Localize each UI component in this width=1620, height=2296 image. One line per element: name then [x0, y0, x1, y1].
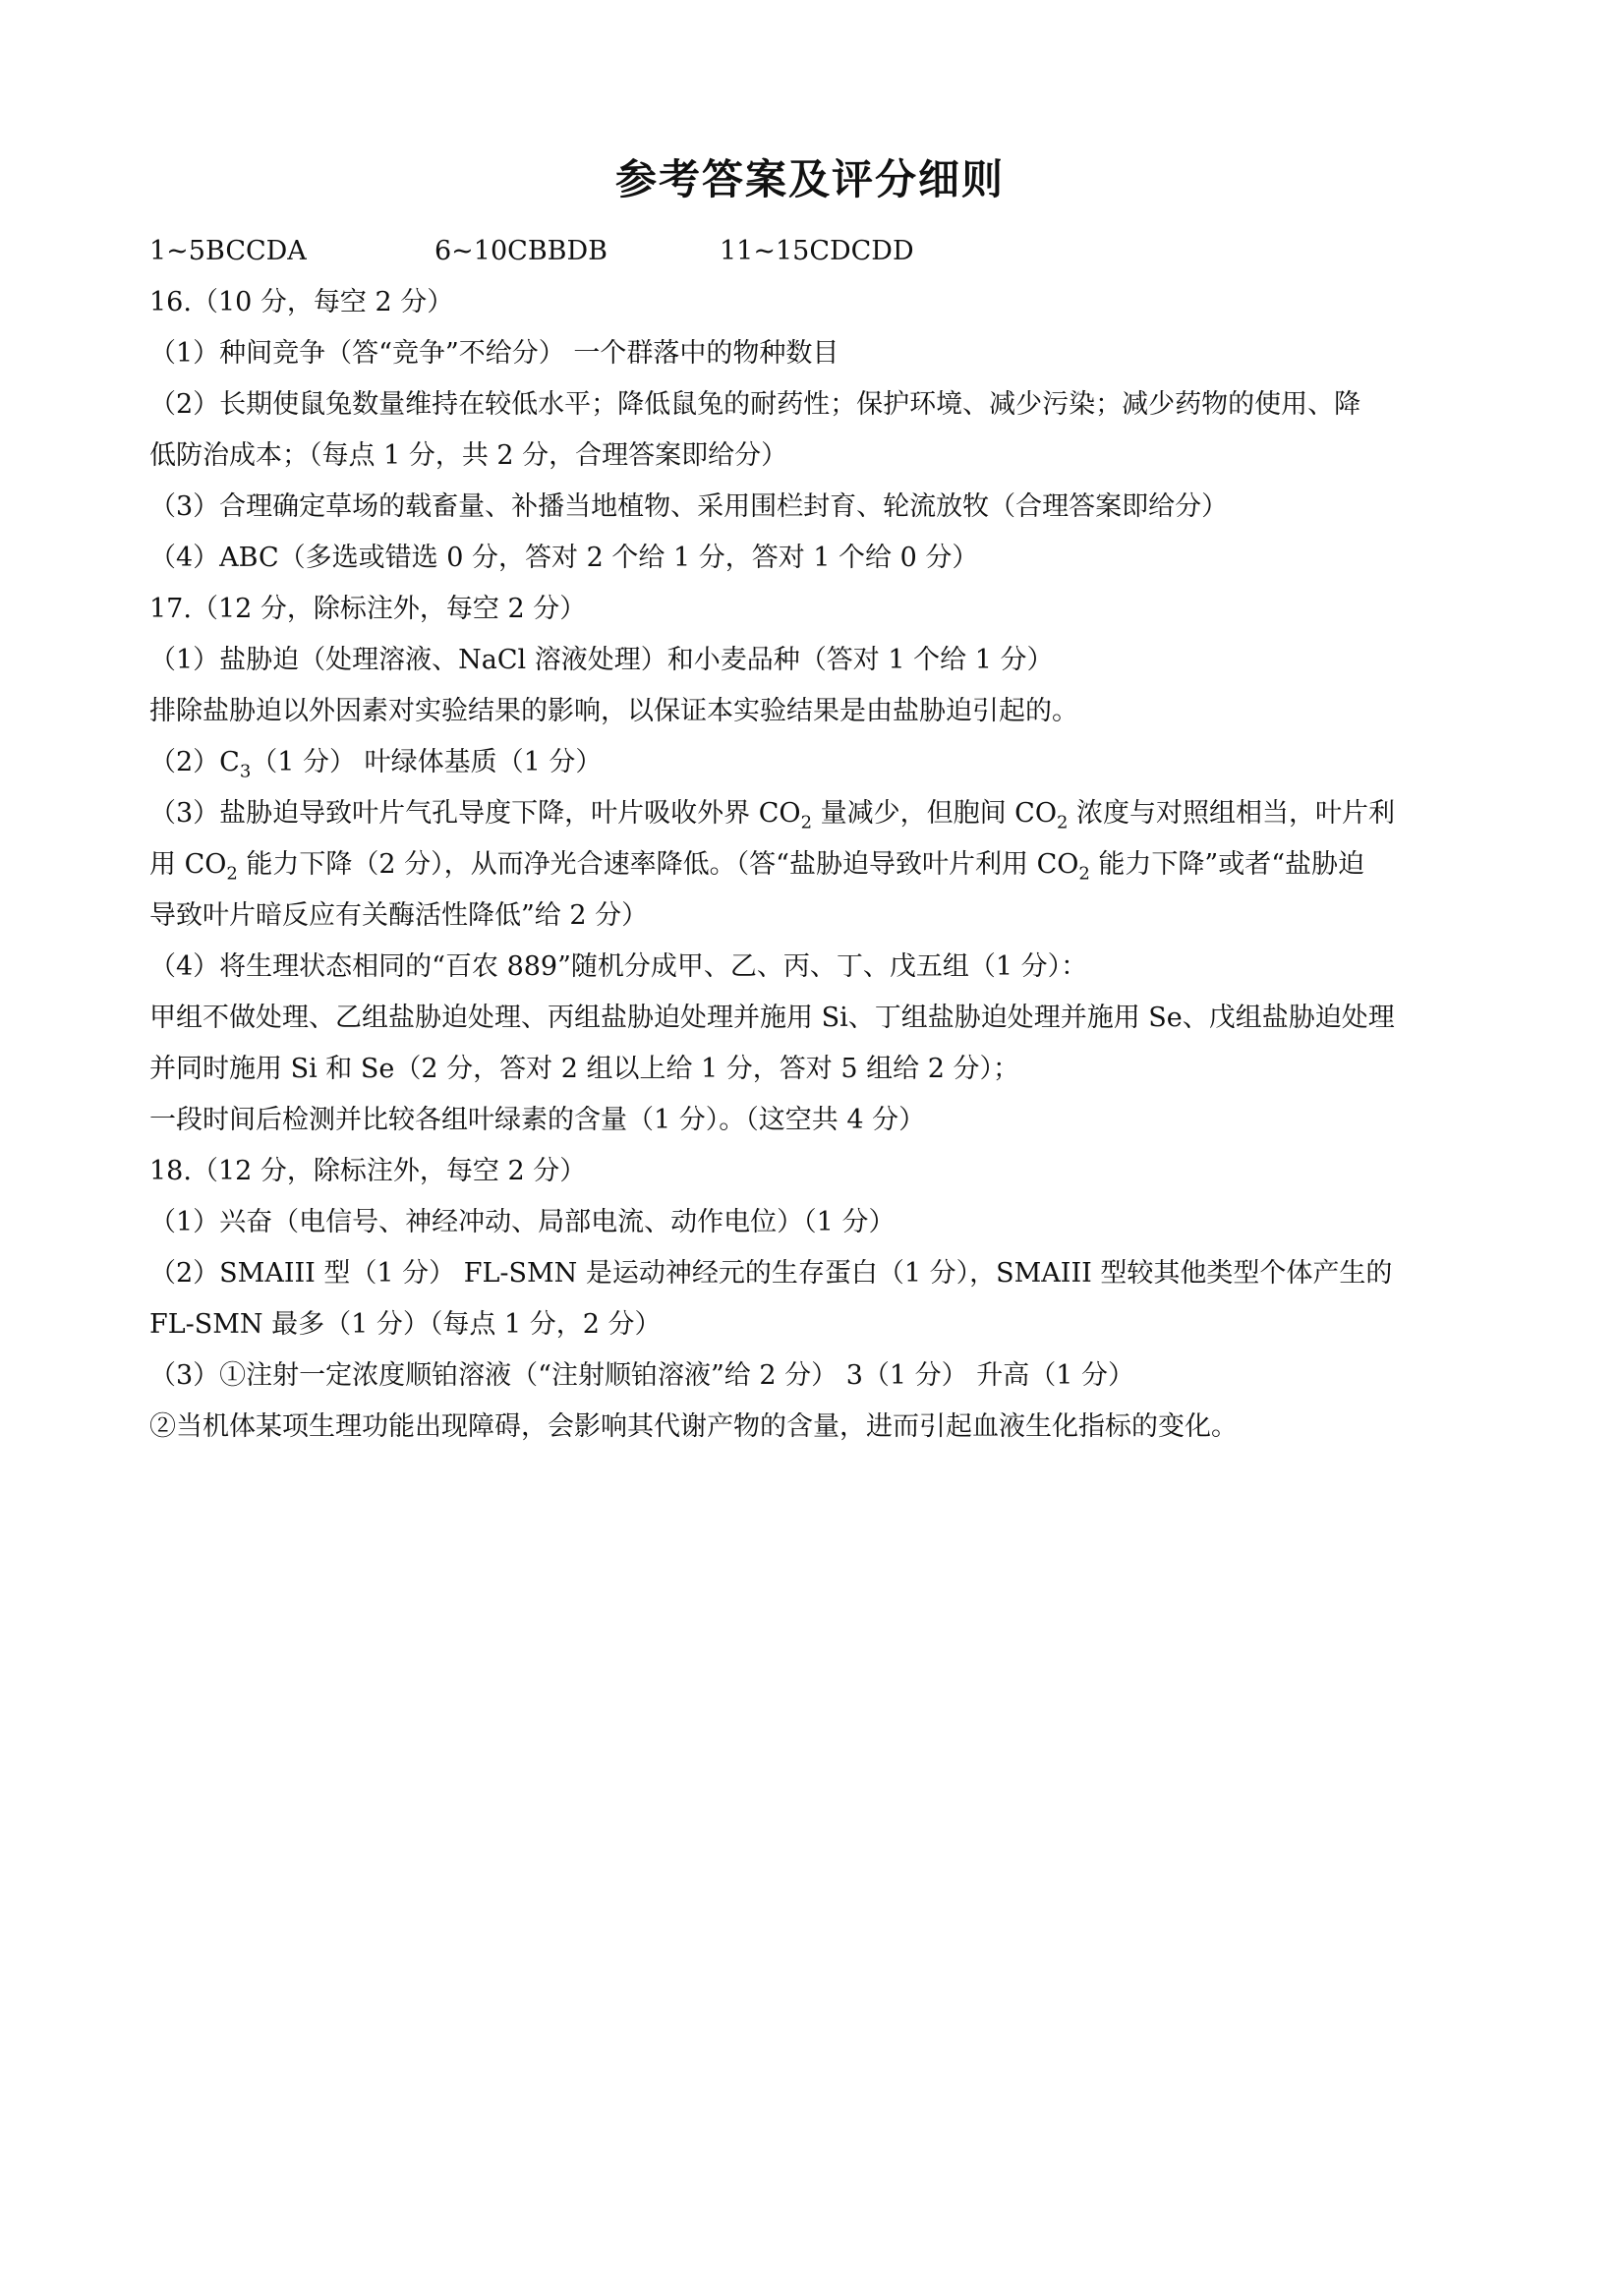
q18-heading: 18.（12 分，除标注外，每空 2 分） [149, 1156, 587, 1186]
text-segment: 量减少，但胞间 CO [812, 798, 1057, 829]
mc-answers-6-10: 6~10CBBDB [434, 236, 608, 266]
multiple-choice-answers [149, 226, 1486, 277]
q16-answer-1: （1）种间竞争（答“竞争”不给分） 一个群落中的物种数目 [149, 338, 839, 369]
q17-answer-4-cont2: 并同时施用 Si 和 Se（2 分，答对 2 组以上给 1 分，答对 5 组给 2 分）； [149, 1054, 1019, 1084]
q16-answer-4: （4）ABC（多选或错选 0 分，答对 2 个给 1 分，答对 1 个给 0 分） [149, 543, 979, 573]
subscript: 3 [239, 761, 252, 782]
q18-answer-2-cont: FL-SMN 最多（1 分）（每点 1 分，2 分） [149, 1309, 662, 1340]
subscript: 2 [1078, 863, 1090, 885]
q17-answer-3-cont2: 导致叶片暗反应有关酶活性降低”给 2 分） [149, 900, 649, 931]
mc-answers-1-5: 1~5BCCDA [149, 236, 307, 266]
subscript: 2 [226, 863, 238, 885]
subscript: 2 [1056, 812, 1069, 833]
q18-answer-1: （1）兴奋（电信号、神经冲动、局部电流、动作电位）（1 分） [149, 1207, 896, 1237]
text-segment: 用 CO [149, 849, 227, 880]
text-segment: 能力下降（2 分），从而净光合速率降低。（答“盐胁迫导致叶片利用 CO [237, 849, 1079, 880]
q16-answer-3: （3）合理确定草场的载畜量、补播当地植物、采用围栏封育、轮流放牧（合理答案即给分） [149, 491, 1229, 522]
q16-answer-2: （2）长期使鼠兔数量维持在较低水平；降低鼠兔的耐药性；保护环境、减少污染；减少药物的使用、降 [149, 389, 1361, 420]
subscript: 2 [800, 812, 813, 833]
text-segment: 浓度与对照组相当，叶片利 [1068, 798, 1396, 829]
page-title: 参考答案及评分细则 [614, 155, 1005, 203]
q17-answer-1: （1）盐胁迫（处理溶液、NaCl 溶液处理）和小麦品种（答对 1 个给 1 分） [149, 645, 1054, 675]
q17-answer-2 [149, 737, 1486, 788]
q16-answer-2-cont: 低防治成本；（每点 1 分，共 2 分，合理答案即给分） [149, 440, 788, 471]
q17-heading: 17.（12 分，除标注外，每空 2 分） [149, 594, 587, 624]
q18-answer-2: （2）SMAIII 型（1 分） FL-SMN 是运动神经元的生存蛋白（1 分），SMAIII 型较其他类型个体产生的 [149, 1258, 1393, 1289]
text-segment: （2）C [149, 747, 240, 777]
mc-answers-11-15: 11~15CDCDD [720, 236, 914, 266]
q17-answer-3 [149, 788, 1486, 839]
text-segment: （1 分） 叶绿体基质（1 分） [251, 747, 603, 777]
answer-body [149, 226, 1486, 1453]
q17-answer-1-explanation: 排除盐胁迫以外因素对实验结果的影响，以保证本实验结果是由盐胁迫引起的。 [149, 696, 1078, 726]
q16-heading: 16.（10 分，每空 2 分） [149, 287, 454, 317]
q17-answer-4-cont: 甲组不做处理、乙组盐胁迫处理、丙组盐胁迫处理并施用 Si、丁组盐胁迫处理并施用 Se、戊组盐胁迫处理 [149, 1003, 1395, 1033]
q17-answer-4: （4）将生理状态相同的“百农 889”随机分成甲、乙、丙、丁、戊五组（1 分）： [149, 951, 1088, 982]
q18-answer-3-cont: ②当机体某项生理功能出现障碍，会影响其代谢产物的含量，进而引起血液生化指标的变化。 [149, 1411, 1238, 1442]
q17-answer-3-cont [149, 839, 1486, 890]
text-segment: （3）盐胁迫导致叶片气孔导度下降，叶片吸收外界 CO [149, 798, 801, 829]
q17-answer-4-cont3: 一段时间后检测并比较各组叶绿素的含量（1 分）。（这空共 4 分） [149, 1105, 926, 1135]
text-segment: 能力下降”或者“盐胁迫 [1089, 849, 1365, 880]
q18-answer-3: （3）①注射一定浓度顺铂溶液（“注射顺铂溶液”给 2 分） 3（1 分） 升高（1 分） [149, 1360, 1134, 1391]
